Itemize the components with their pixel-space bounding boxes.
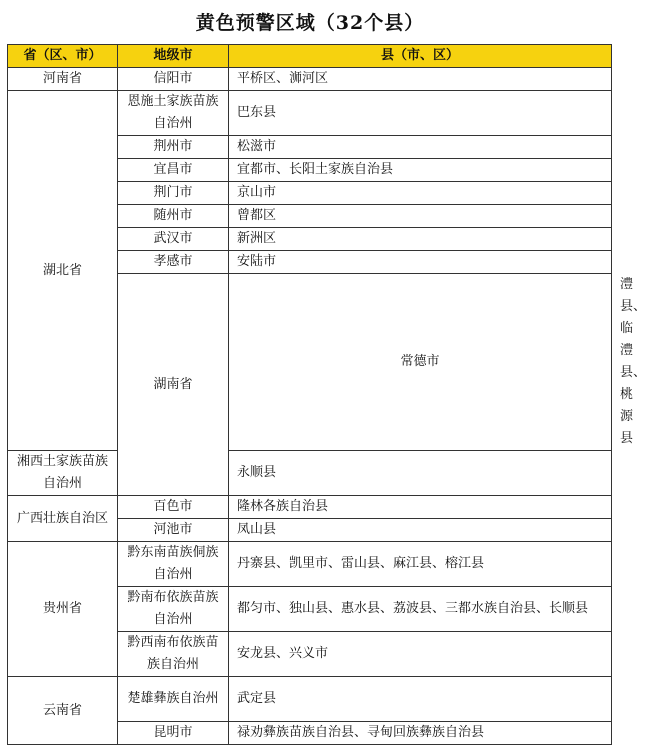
- county-cell: 新洲区: [229, 228, 612, 251]
- county-cell: 武定县: [229, 677, 612, 722]
- county-cell: 安陆市: [229, 251, 612, 274]
- table-row: [8, 496, 612, 519]
- table-row: [8, 542, 612, 587]
- city-cell: 黔西南布依族苗族自治州: [118, 632, 229, 677]
- county-cell: 安龙县、兴义市: [229, 632, 612, 677]
- city-cell: 黔南布依族苗族自治州: [118, 587, 229, 632]
- county-cell: 隆林各族自治县: [229, 496, 612, 519]
- province-cell: 湖南省: [118, 274, 229, 496]
- county-cell: 平桥区、浉河区: [229, 68, 612, 91]
- header-row: [8, 45, 612, 68]
- page-title: 黄色预警区域（32个县）: [195, 12, 425, 34]
- city-cell: 信阳市: [118, 68, 229, 91]
- city-cell: 百色市: [118, 496, 229, 519]
- header-county: 县（市、区）: [229, 45, 612, 68]
- county-cell: 曾都区: [229, 205, 612, 228]
- province-cell: 河南省: [8, 68, 118, 91]
- county-cell: 宜都市、长阳土家族自治县: [229, 159, 612, 182]
- city-cell: 昆明市: [118, 722, 229, 745]
- city-cell: 湘西土家族苗族自治州: [8, 451, 118, 496]
- table-body: [8, 68, 646, 745]
- city-cell: 宜昌市: [118, 159, 229, 182]
- city-cell: 孝感市: [118, 251, 229, 274]
- city-cell: 楚雄彝族自治州: [118, 677, 229, 722]
- header-city: 地级市: [118, 45, 229, 68]
- county-cell: 丹寨县、凯里市、雷山县、麻江县、榕江县: [229, 542, 612, 587]
- table-row: [8, 91, 612, 136]
- county-cell: 松滋市: [229, 136, 612, 159]
- city-cell: 黔东南苗族侗族自治州: [118, 542, 229, 587]
- province-cell: 广西壮族自治区: [8, 496, 118, 542]
- city-cell: 恩施土家族苗族自治州: [118, 91, 229, 136]
- county-cell: 永顺县: [229, 451, 612, 496]
- warning-table: [7, 44, 646, 745]
- city-cell: 河池市: [118, 519, 229, 542]
- city-cell: 荆门市: [118, 182, 229, 205]
- table-row: [8, 677, 612, 722]
- county-cell: 京山市: [229, 182, 612, 205]
- province-cell: 湖北省: [8, 91, 118, 451]
- county-cell: 巴东县: [229, 91, 612, 136]
- table-row: [8, 451, 612, 496]
- city-cell: 常德市: [229, 274, 612, 451]
- county-cell: 禄劝彝族苗族自治县、寻甸回族彝族自治县: [229, 722, 612, 745]
- header-province: 省（区、市）: [8, 45, 118, 68]
- county-cell: 凤山县: [229, 519, 612, 542]
- city-cell: 武汉市: [118, 228, 229, 251]
- table-row: [8, 68, 612, 91]
- table-row: 湖南省 常德市 澧县、临澧县、桃源县: [8, 274, 612, 451]
- province-cell: 贵州省: [8, 542, 118, 677]
- province-cell: 云南省: [8, 677, 118, 745]
- city-cell: 荆州市: [118, 136, 229, 159]
- county-cell: 都匀市、独山县、惠水县、荔波县、三都水族自治县、长顺县: [229, 587, 612, 632]
- city-cell: 随州市: [118, 205, 229, 228]
